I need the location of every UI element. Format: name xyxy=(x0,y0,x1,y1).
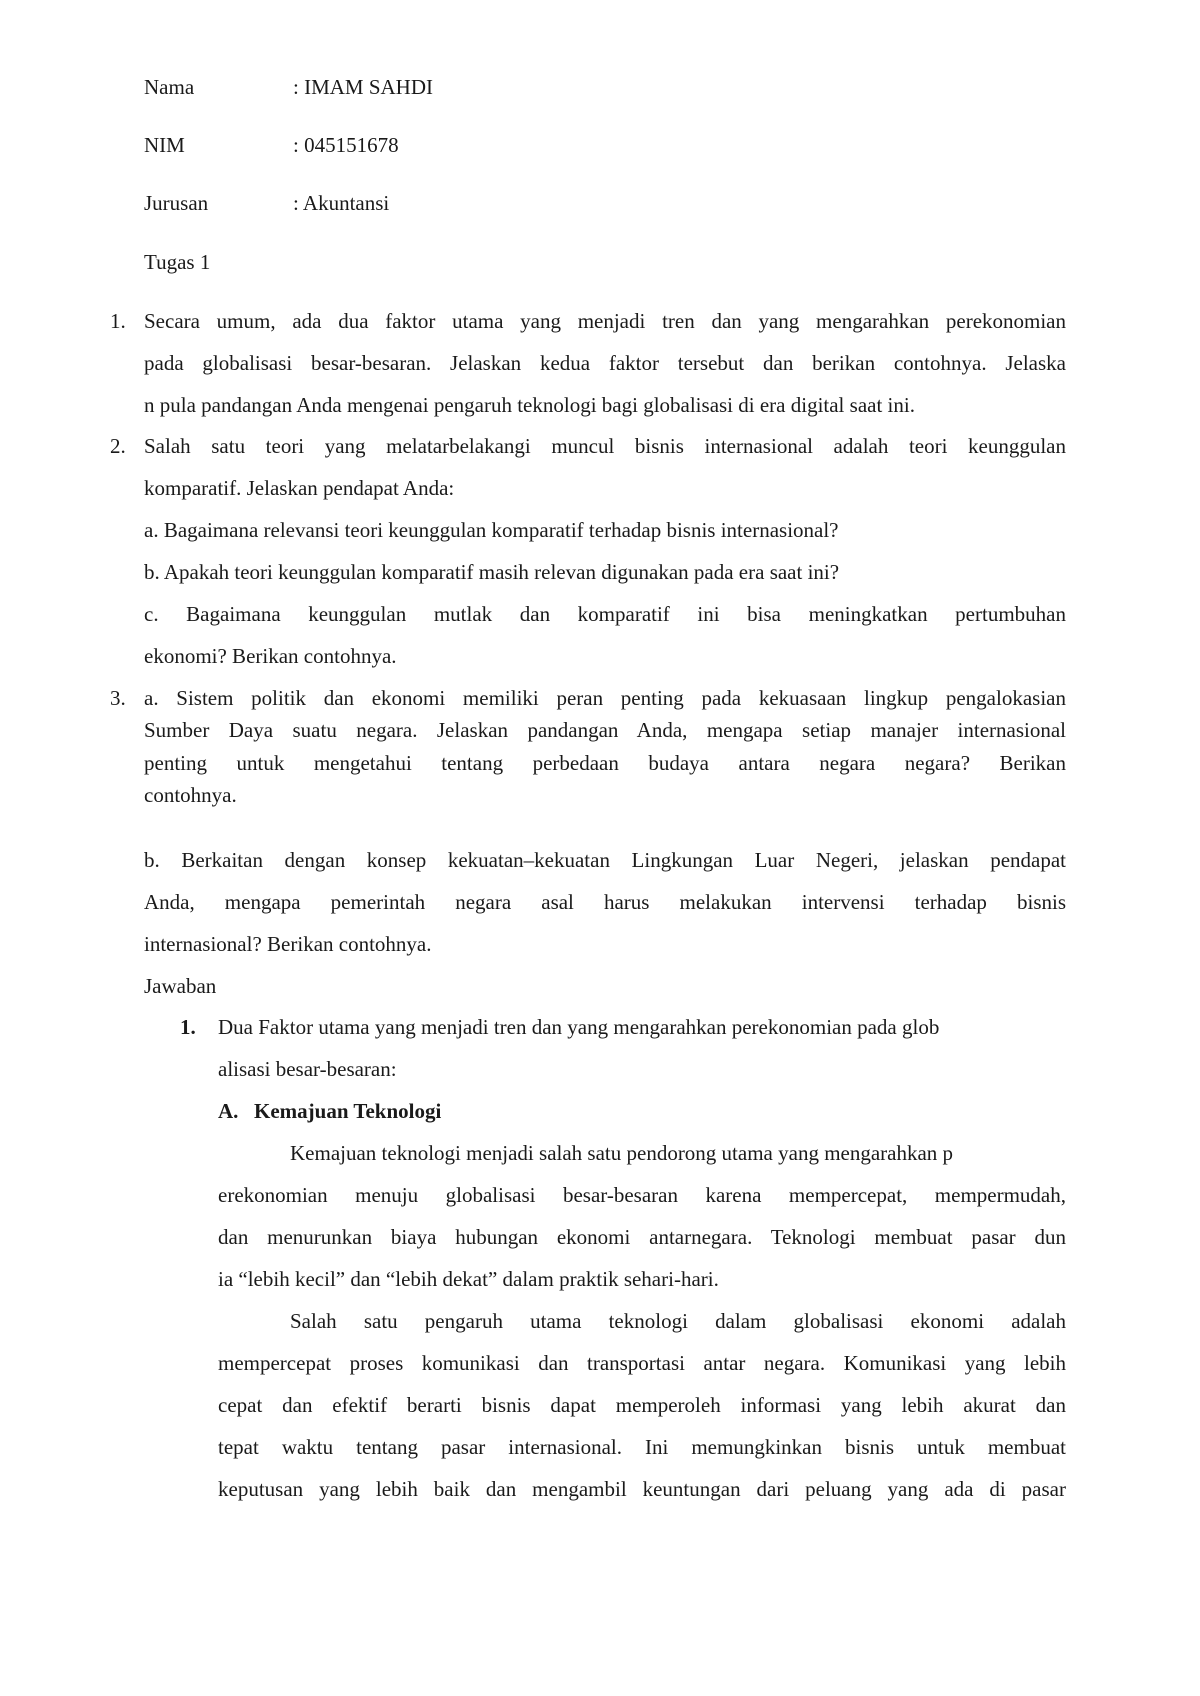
question-2-number: 2. xyxy=(110,434,126,458)
question-3a-line: a. Sistem politik dan ekonomi memiliki peran penting pada kekuasaan lingkup pengalokasian xyxy=(144,686,1066,710)
question-3a-line: contohnya. xyxy=(144,783,237,807)
answer-1-line: Dua Faktor utama yang menjadi tren dan yang mengarahkan perekonomian pada glob xyxy=(218,1015,940,1039)
paragraph-1-line: dan menurunkan biaya hubungan ekonomi antarnegara. Teknologi membuat pasar dun xyxy=(218,1225,1066,1249)
question-2-line: komparatif. Jelaskan pendapat Anda: xyxy=(144,476,455,500)
paragraph-2-line: keputusan yang lebih baik dan mengambil keuntungan dari peluang yang ada di pasar xyxy=(218,1477,1066,1501)
question-3-number: 3. xyxy=(110,686,126,710)
question-2b: b. Apakah teori keunggulan komparatif masih relevan digunakan pada era saat ini? xyxy=(144,560,840,584)
task-title: Tugas 1 xyxy=(144,250,211,274)
jurusan-value: : Akuntansi xyxy=(293,191,390,215)
question-2-line: Salah satu teori yang melatarbelakangi muncul bisnis internasional adalah teori keunggulan xyxy=(144,434,1066,458)
question-3a-line: Sumber Daya suatu negara. Jelaskan pandangan Anda, mengapa setiap manajer internasional xyxy=(144,718,1066,742)
answer-1-number: 1. xyxy=(180,1015,196,1039)
question-1-line: Secara umum, ada dua faktor utama yang menjadi tren dan yang mengarahkan perekonomian xyxy=(144,309,1066,333)
subsection-a-heading: Kemajuan Teknologi xyxy=(254,1099,442,1123)
answers-title: Jawaban xyxy=(144,974,217,998)
question-2a: a. Bagaimana relevansi teori keunggulan komparatif terhadap bisnis internasional? xyxy=(144,518,839,542)
paragraph-2-line: mempercepat proses komunikasi dan transportasi antar negara. Komunikasi yang lebih xyxy=(218,1351,1066,1375)
nim-label: NIM xyxy=(144,133,185,157)
paragraph-1-line: Kemajuan teknologi menjadi salah satu pendorong utama yang mengarahkan p xyxy=(290,1141,954,1165)
name-label: Nama xyxy=(144,75,195,99)
jurusan-label: Jurusan xyxy=(144,191,209,215)
subsection-a-letter: A. xyxy=(218,1099,239,1123)
question-2c: c. Bagaimana keunggulan mutlak dan komparatif ini bisa meningkatkan pertumbuhan xyxy=(144,602,1066,626)
question-3b-line: Anda, mengapa pemerintah negara asal harus melakukan intervensi terhadap bisnis xyxy=(144,890,1066,914)
paragraph-2-line: Salah satu pengaruh utama teknologi dalam globalisasi ekonomi adalah xyxy=(290,1309,1066,1333)
nim-value: : 045151678 xyxy=(293,133,399,157)
paragraph-1-line: erekonomian menuju globalisasi besar-besaran karena mempercepat, mempermudah, xyxy=(218,1183,1066,1207)
paragraph-2-line: tepat waktu tentang pasar internasional. Ini memungkinkan bisnis untuk membuat xyxy=(218,1435,1066,1459)
question-1-line: pada globalisasi besar-besaran. Jelaskan kedua faktor tersebut dan berikan contohnya. Jelaska xyxy=(144,351,1066,375)
question-3a-line: penting untuk mengetahui tentang perbedaan budaya antara negara negara? Berikan xyxy=(144,751,1066,775)
paragraph-1-line: ia “lebih kecil” dan “lebih dekat” dalam praktik sehari-hari. xyxy=(218,1267,719,1291)
paragraph-2-line: cepat dan efektif berarti bisnis dapat memperoleh informasi yang lebih akurat dan xyxy=(218,1393,1066,1417)
question-3b-line: b. Berkaitan dengan konsep kekuatan–kekuatan Lingkungan Luar Negeri, jelaskan pendapat xyxy=(144,848,1066,872)
question-3b-line: internasional? Berikan contohnya. xyxy=(144,932,432,956)
question-1-line: n pula pandangan Anda mengenai pengaruh teknologi bagi globalisasi di era digital saat ini. xyxy=(144,393,915,417)
question-2c-cont: ekonomi? Berikan contohnya. xyxy=(144,644,397,668)
answer-1-line: alisasi besar-besaran: xyxy=(218,1057,397,1081)
question-1-number: 1. xyxy=(110,309,126,333)
name-value: : IMAM SAHDI xyxy=(293,75,434,99)
